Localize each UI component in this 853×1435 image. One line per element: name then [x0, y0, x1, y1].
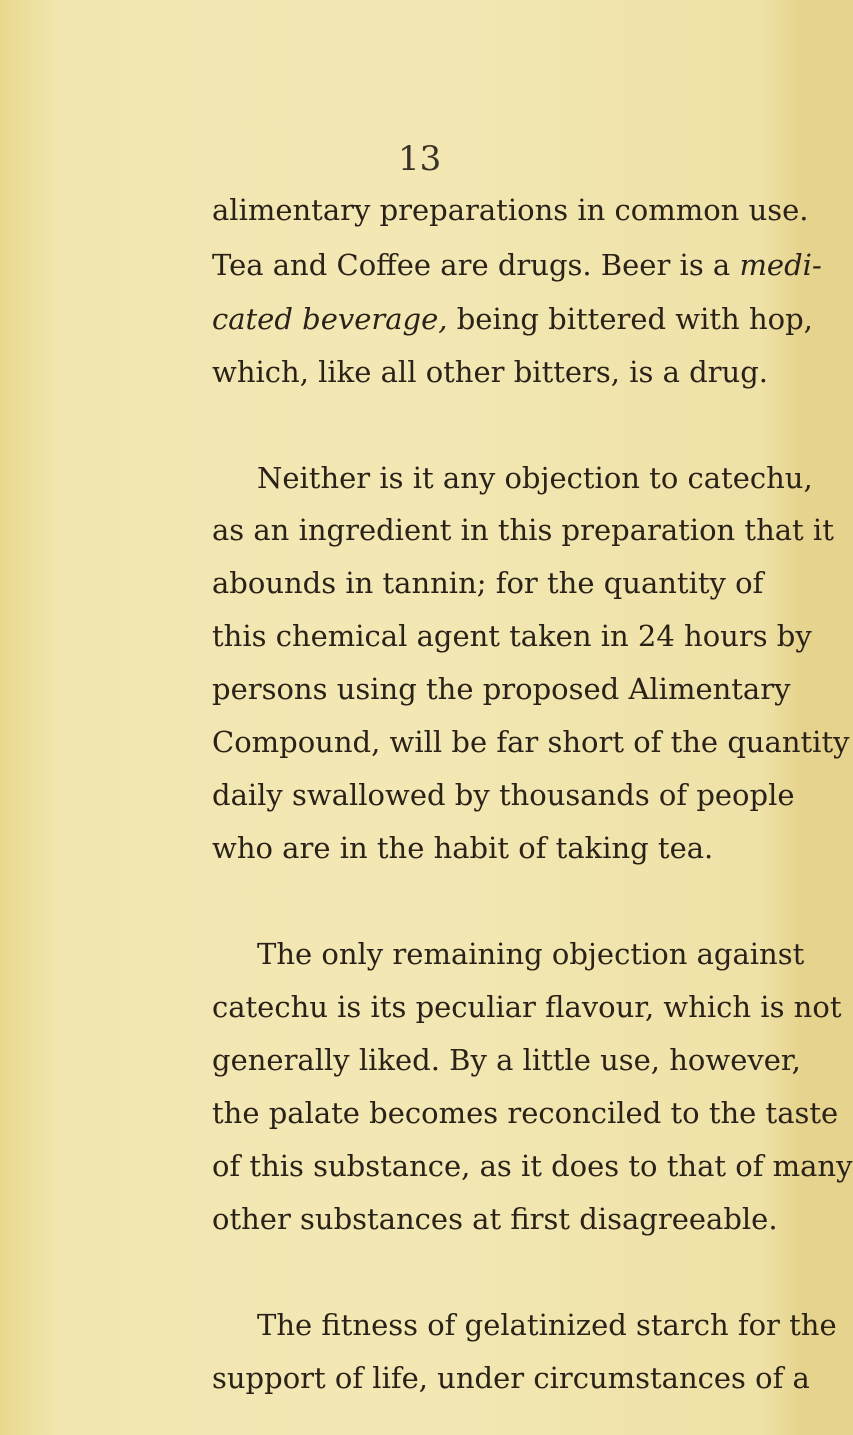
text-line-18: other substances at first disagreeable.	[212, 1202, 778, 1236]
text-line-5: Neither is it any objection to catechu,	[257, 461, 813, 495]
text-line-2: Tea and Coffee are drugs. Beer is a medi-	[212, 248, 822, 282]
text-line-14: catechu is its peculiar flavour, which is not	[212, 990, 842, 1024]
text-line-12: who are in the habit of taking tea.	[212, 831, 714, 865]
text-line-10: Compound, will be far short of the quantity	[212, 725, 850, 759]
text-line-1: alimentary preparations in common use.	[212, 193, 809, 227]
text-line-4: which, like all other bitters, is a drug.	[212, 355, 768, 389]
text-line-13: The only remaining objection against	[257, 937, 805, 971]
text-line-20: support of life, under circumstances of a	[212, 1361, 810, 1395]
text-line-17: of this substance, as it does to that of many	[212, 1149, 853, 1183]
text-line-8: this chemical agent taken in 24 hours by	[212, 619, 812, 653]
text-line-11: daily swallowed by thousands of people	[212, 778, 795, 812]
text-line-3: cated beverage, being bittered with hop,	[212, 302, 813, 336]
text-line-7: abounds in tannin; for the quantity of	[212, 566, 764, 600]
text-line-16: the palate becomes reconciled to the taste	[212, 1096, 839, 1130]
text-line-6: as an ingredient in this preparation that it	[212, 513, 834, 547]
text-line-9: persons using the proposed Alimentary	[212, 672, 791, 706]
page-number: 13	[398, 139, 442, 179]
text-line-19: The fitness of gelatinized starch for the	[257, 1308, 837, 1342]
text-line-15: generally liked. By a little use, however,	[212, 1043, 801, 1077]
